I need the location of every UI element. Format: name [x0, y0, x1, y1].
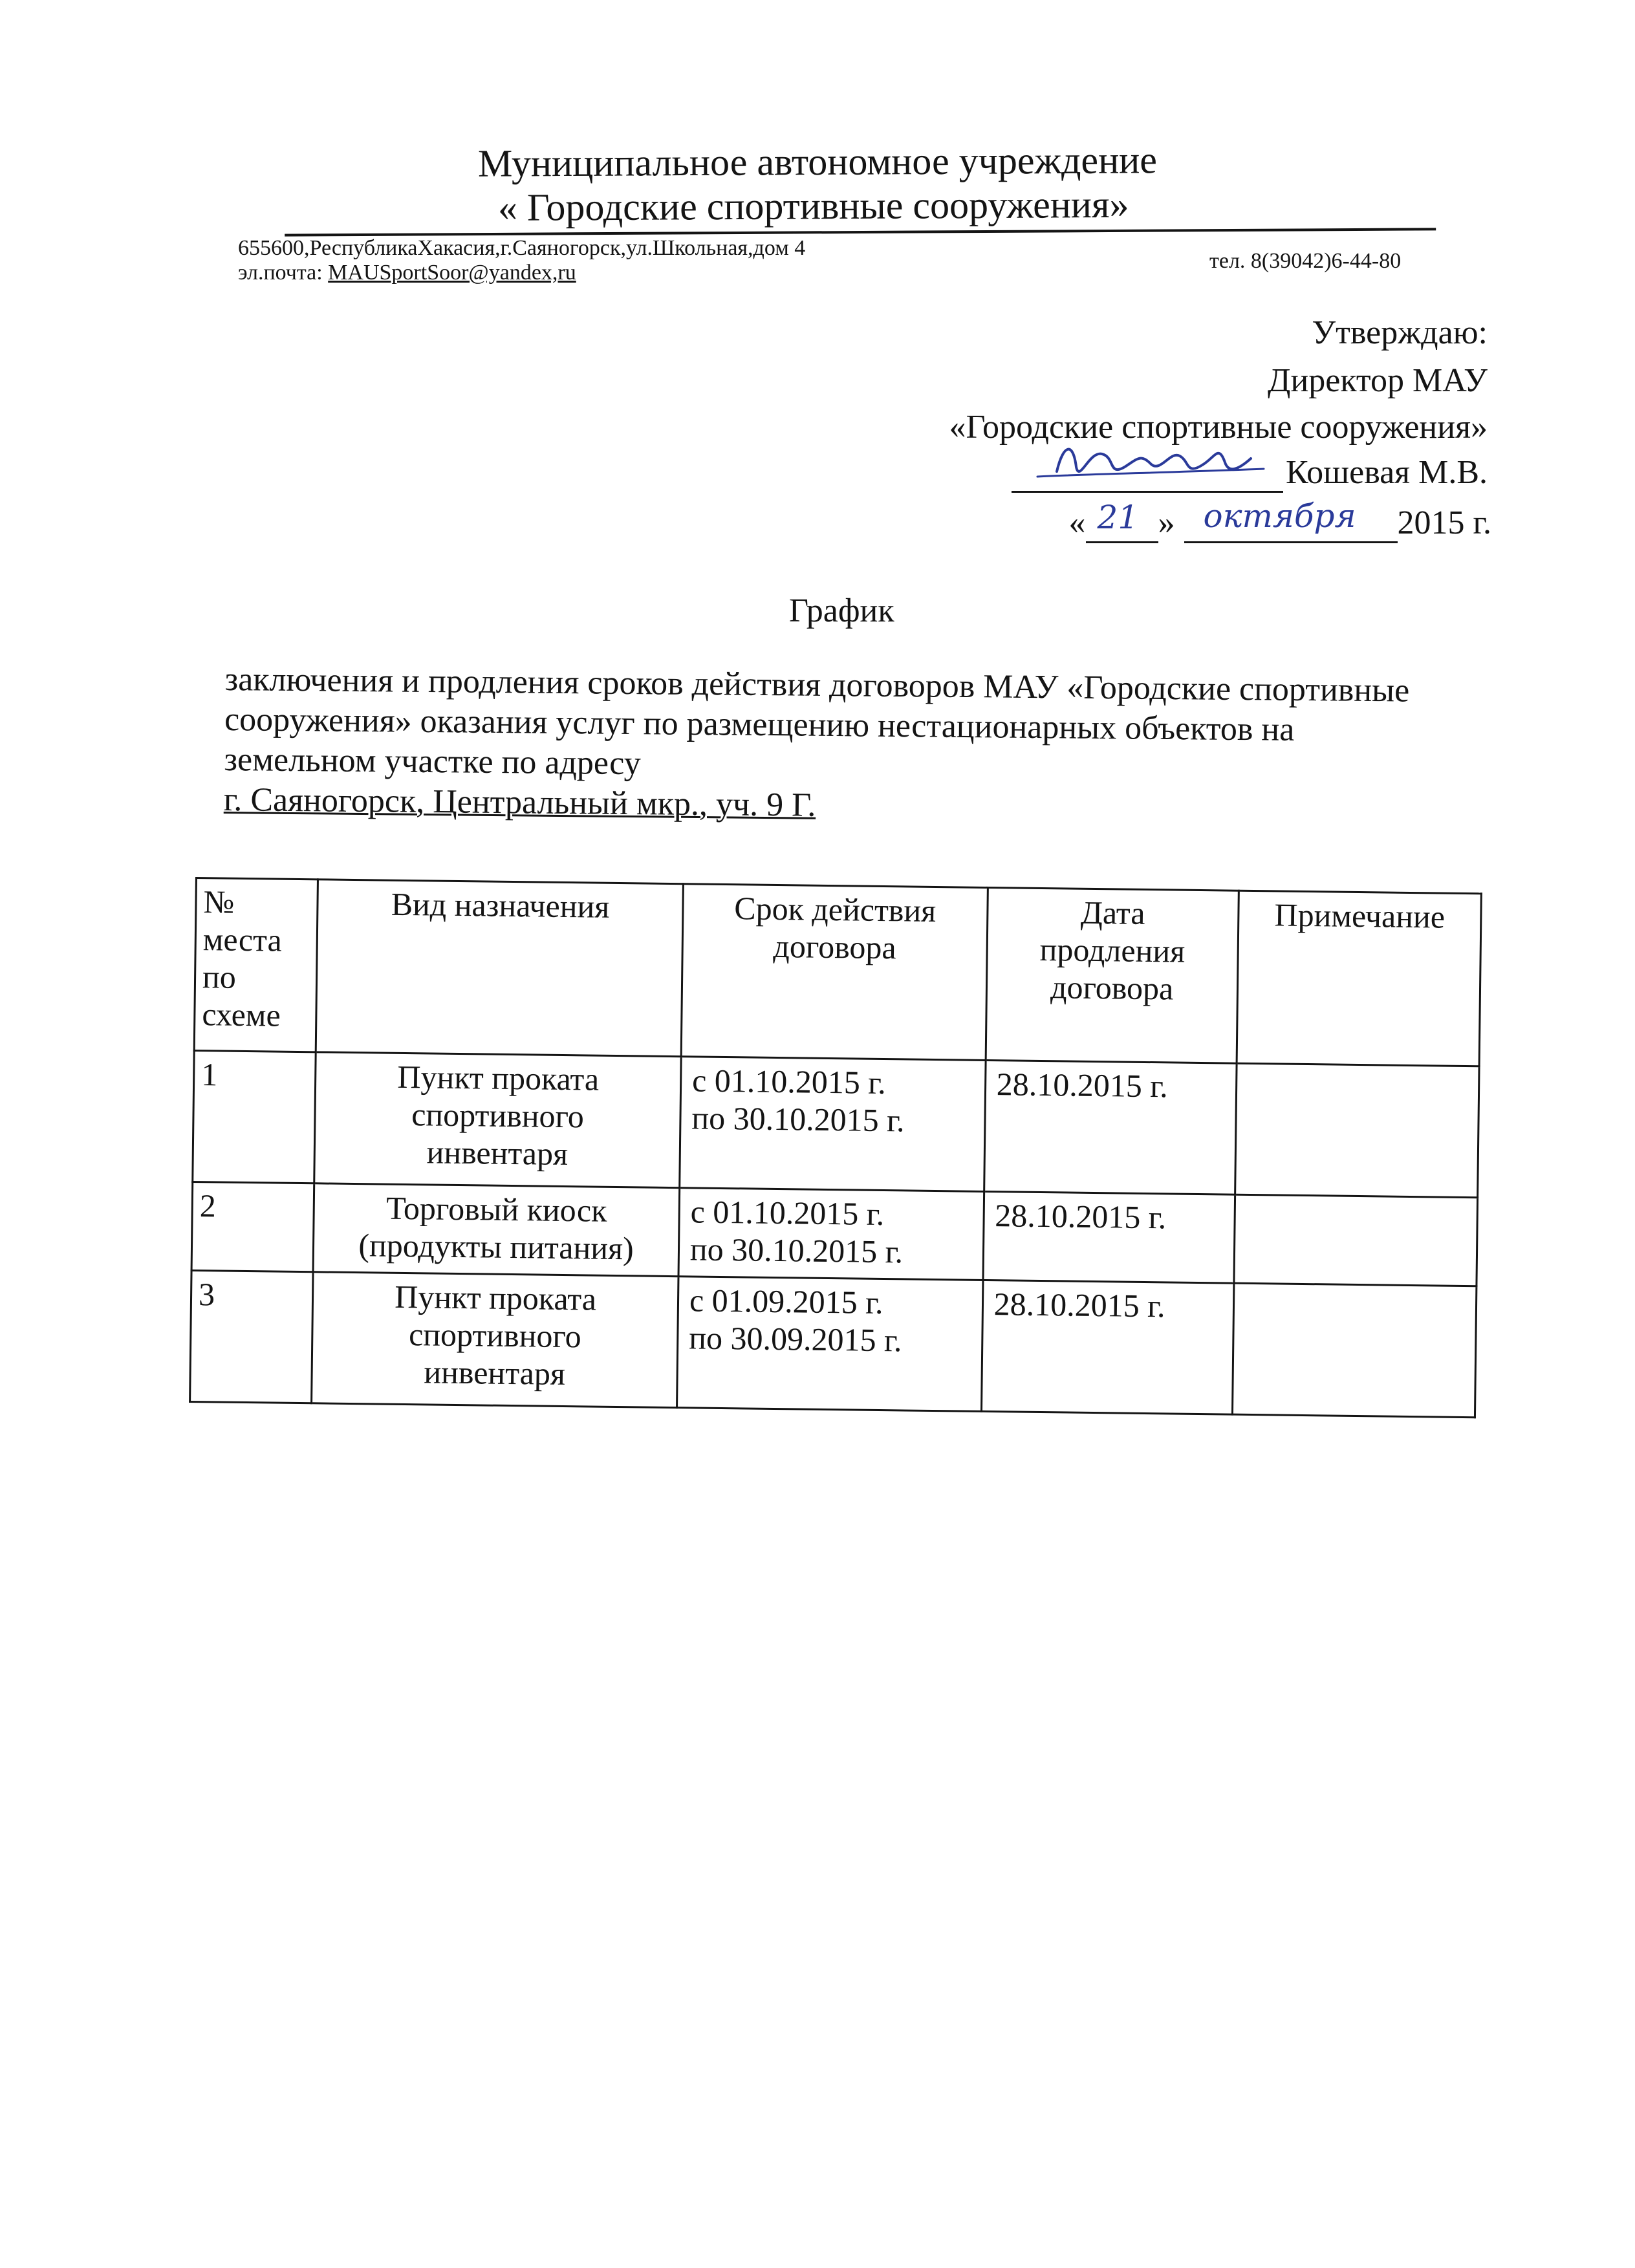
cell-purpose: [314, 1052, 681, 1188]
table-row: [193, 1050, 1479, 1197]
approval-organization: «Городские спортивные сооружения»: [949, 409, 1488, 446]
email-link[interactable]: MAUSportSoor@yandex,ru: [328, 261, 576, 285]
header-extension-date-line: Дата: [1080, 894, 1145, 931]
cell-purpose-line: спортивного: [408, 1316, 582, 1355]
document-subtitle: [224, 660, 1454, 832]
header-place-number-line: по: [202, 958, 237, 995]
header-place-number: [194, 878, 318, 1052]
signature-row: [1012, 453, 1488, 493]
site-address: г. Саяногорск, Центральный мкр., уч. 9 Г.: [223, 781, 816, 824]
cell-contract-term: [678, 1188, 984, 1280]
handwritten-signature: [1012, 457, 1283, 493]
header-extension-date-line: договора: [1050, 969, 1174, 1007]
cell-contract-term-line: с 01.10.2015 г.: [691, 1062, 887, 1101]
cell-purpose-line: спортивного: [411, 1096, 585, 1135]
cell-extension-date: 28.10.2015 г.: [983, 1191, 1235, 1283]
document-title: График: [789, 592, 894, 629]
cell-contract-term-line: по 30.09.2015 г.: [688, 1319, 902, 1359]
header-contract-term: [681, 884, 988, 1061]
cell-purpose-line: Торговый киоск: [385, 1189, 607, 1229]
organization-name-line1: Муниципальное автономное учреждение: [477, 138, 1158, 185]
signatory-name: Кошевая М.В.: [1286, 454, 1488, 491]
header-place-number-line: места: [202, 921, 283, 958]
email-label: эл.почта:: [238, 261, 329, 285]
date-year: 2015 г.: [1397, 504, 1491, 541]
organization-email-row: [238, 260, 576, 286]
header-contract-term-line: Срок действия: [733, 890, 937, 929]
header-contract-term-line: договора: [773, 927, 896, 966]
table-row: [190, 1270, 1477, 1417]
handwritten-month: октября: [1203, 497, 1356, 535]
approval-heading: Утверждаю:: [1312, 314, 1488, 351]
date-month-field: [1184, 497, 1398, 543]
cell-note: [1235, 1063, 1479, 1198]
cell-place-number: 3: [190, 1270, 314, 1403]
organization-phone: тел. 8(39042)6-44-80: [1209, 249, 1402, 273]
schedule-table: [189, 877, 1482, 1418]
cell-purpose-line: (продукты питания): [358, 1227, 634, 1267]
date-close-quote: »: [1158, 504, 1175, 541]
organization-address: 655600,РеспубликаХакасия,г.Саяногорск,ул.Школьная,дом 4: [238, 236, 806, 260]
cell-note: [1234, 1194, 1478, 1286]
cell-contract-term-line: по 30.10.2015 г.: [689, 1231, 904, 1270]
approval-date-row: [1068, 497, 1491, 543]
approval-position: Директор МАУ: [1267, 362, 1488, 399]
header-note: Примечание: [1237, 891, 1481, 1066]
cell-contract-term: [680, 1057, 986, 1192]
header-purpose: Вид назначения: [316, 880, 683, 1057]
cell-purpose: [312, 1272, 678, 1408]
table-row: [191, 1182, 1478, 1286]
cell-purpose-line: инвентаря: [426, 1134, 568, 1172]
cell-purpose-line: Пункт проката: [394, 1278, 597, 1317]
cell-contract-term-line: с 01.10.2015 г.: [690, 1193, 885, 1233]
cell-purpose-line: Пункт проката: [397, 1058, 600, 1097]
cell-extension-date: 28.10.2015 г.: [984, 1060, 1237, 1194]
date-open-quote: «: [1068, 504, 1086, 541]
cell-purpose-line: инвентаря: [424, 1354, 566, 1392]
cell-note: [1232, 1283, 1477, 1418]
cell-purpose: [313, 1183, 679, 1277]
date-day-field: [1086, 499, 1158, 543]
cell-contract-term-line: с 01.09.2015 г.: [689, 1282, 883, 1321]
subtitle-text: заключения и продления сроков действия договоров МАУ «Городские спортивные сооружения» оказания услуг по размещению нестационарных объектов на земельном участке по адресу: [224, 660, 1410, 783]
header-place-number-line: схеме: [202, 996, 281, 1033]
cell-place-number: 1: [193, 1050, 316, 1183]
signature-stroke-icon: [1012, 431, 1283, 490]
cell-place-number: 2: [191, 1182, 314, 1271]
header-place-number-line: №: [203, 883, 235, 920]
table-header-row: [194, 878, 1481, 1066]
cell-contract-term: [677, 1277, 982, 1412]
header-extension-date: [986, 887, 1239, 1063]
cell-extension-date: 28.10.2015 г.: [981, 1280, 1234, 1414]
cell-contract-term-line: по 30.10.2015 г.: [691, 1099, 905, 1139]
header-extension-date-line: продления: [1039, 931, 1186, 969]
organization-name-line2: « Городские спортивные сооружения»: [285, 180, 1436, 236]
handwritten-day: 21: [1097, 499, 1139, 536]
